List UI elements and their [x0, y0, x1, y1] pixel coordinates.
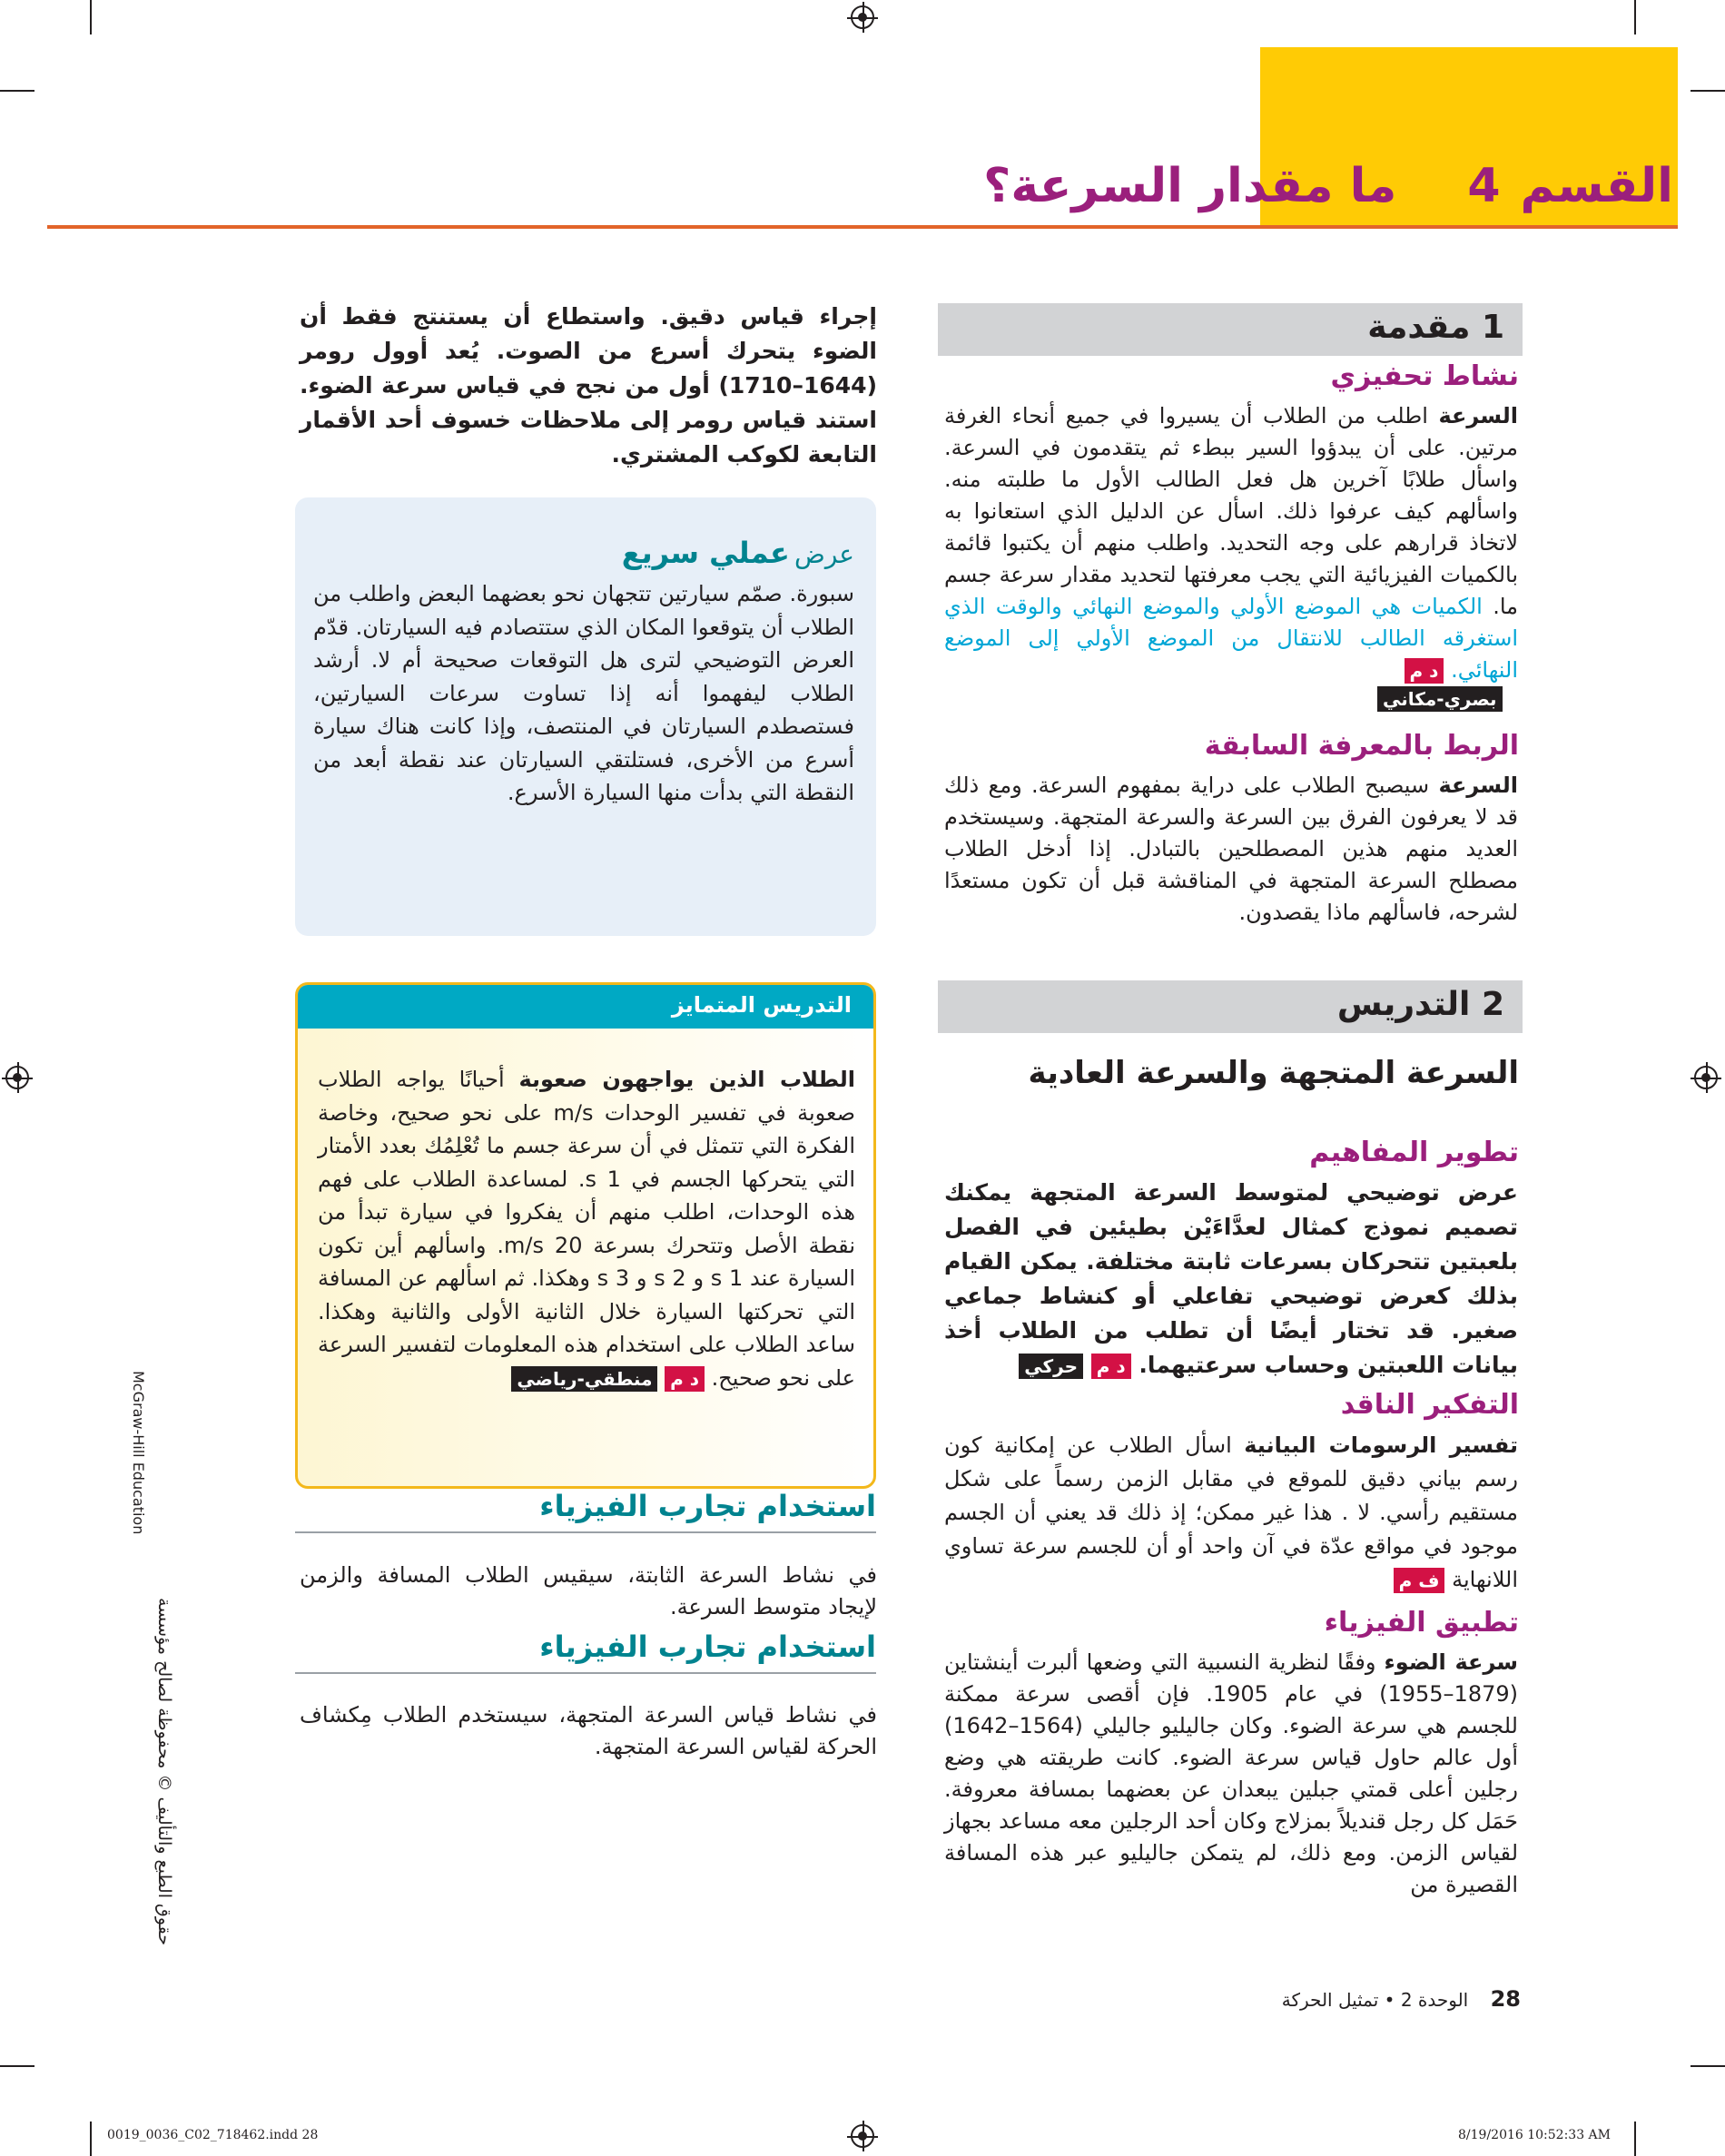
section-number: 4: [1467, 159, 1501, 213]
differentiated-style-tag: منطقي-رياضي: [511, 1366, 657, 1392]
registration-mark-icon: [851, 5, 874, 29]
concepts-level-tag: د م: [1091, 1354, 1131, 1379]
crop-mark: [1690, 2065, 1725, 2067]
continued-paragraph: [300, 300, 877, 472]
differentiated-level-tag: د م: [665, 1366, 705, 1392]
crop-mark: [1690, 90, 1725, 92]
critical-thinking-heading: التفكير الناقد: [1340, 1389, 1519, 1421]
motivation-lead: السرعة: [1438, 403, 1518, 428]
concepts-style-tag: حركي: [1019, 1354, 1083, 1379]
quick-demo-paragraph: [313, 577, 854, 810]
lab2-text: في نشاط قياس السرعة المتجهة، سيستخدم الطلاب مِكشاف الحركة لقياس السرعة المتجهة.: [300, 1702, 877, 1759]
critical-lead: تفسير الرسومات البيانية: [1244, 1432, 1519, 1458]
crop-mark: [90, 0, 92, 34]
registration-mark-icon: [5, 1066, 29, 1089]
header-rule: [47, 225, 1678, 229]
motivation-answer: الكميات هي الموضع الأولي والموضع النهائي والوقت الذي استغرقه الطالب للانتقال من الموضع الأولي إلى الموضع النهائي.: [944, 594, 1518, 683]
prior-lead: السرعة: [1438, 773, 1518, 798]
apply-lead: سرعة الضوء: [1384, 1649, 1518, 1675]
lab1-paragraph: [300, 1560, 877, 1623]
publisher-vertical: McGraw-Hill Education: [130, 1371, 147, 1535]
page-number: 28: [1490, 1986, 1521, 2012]
lab2-heading: استخدام تجارب الفيزياء: [539, 1629, 876, 1664]
crop-mark: [0, 2065, 34, 2067]
motivation-text: اطلب من الطلاب أن يسيروا في جميع أنحاء الغرفة مرتين. على أن يبدؤوا السير ببطء ثم يتقدمون في السرعة. واسأل طلابًا آخرين هل فعل الطالب الأول ما طلبته منه. واسألهم كيف عرفوا ذلك. اسأل عن الدليل الذي استعانوا به لاتخاذ قرارهم على وجه التحديد. واطلب منهم أن يكتبوا قائمة بالكميات الفيزيائية التي يجب معرفتها لتحديد مقدار سرعة جسم ما.: [944, 403, 1518, 619]
differentiated-paragraph: [318, 1063, 855, 1394]
differentiated-header: [298, 985, 873, 1029]
lab1-rule: [295, 1531, 876, 1533]
intro-bar: [938, 303, 1523, 356]
crop-mark: [90, 2122, 92, 2156]
lab2-paragraph: [300, 1699, 877, 1763]
quick-demo-heading-pre: عرض: [794, 539, 854, 569]
quick-demo-text: سبورة. صمّم سيارتين تتجهان نحو بعضهما البعض واطلب من الطلاب أن يتوقعوا المكان الذي ستتصادم فيه السيارتان. قدّم العرض التوضيحي لترى هل التوقعات صحيحة أم لا. أرشد الطلاب ليفهموا أنه إذا تساوت سرعات السيارتين، فستصطدم السيارتان في المنتصف، وإذا كانت هناك سيارة أسرع من الأخرى، فستلتقي السيارتان عند نقطة أبعد من النقطة التي بدأت منها السيارة الأسرع.: [313, 581, 854, 805]
quick-demo-heading-main: عملي سريع: [621, 536, 790, 570]
crop-mark: [1634, 2122, 1636, 2156]
page-footer: [1282, 1986, 1521, 2012]
crop-mark: [0, 90, 34, 92]
style-tag: بصري-مكاني: [1377, 686, 1503, 712]
differentiated-title: التدريس المتمايز: [671, 992, 852, 1018]
prior-knowledge-paragraph: [944, 770, 1518, 929]
apply-text: وفقًا لنظرية النسبية التي وضعها ألبرت أينشتاين (1879–1955) في عام 1905. فإن أقصى سرعة ممكنة للجسم هي سرعة الضوء. وكان جاليليو جاليلي (1564–1642) أول عالم حاول قياس سرعة الضوء. كانت طريقته هي وضع رجلين أعلى قمتي جبلين يبعدان عن بعضهما بمسافة معروفة. حَمَل كل رجل قنديلاً بمزلاج وكان أحد الرجلين معه مساعد بجهاز لقياس الزمن. ومع ذلك، لم يتمكن جاليليو عبر هذه المسافة القصيرة من: [944, 1649, 1518, 1897]
differentiated-box: [295, 982, 876, 1489]
prior-knowledge-heading: الربط بالمعرفة السابقة: [1204, 730, 1519, 762]
concepts-paragraph: [944, 1176, 1518, 1383]
section-label: القسم: [1520, 159, 1673, 213]
concepts-heading: تطوير المفاهيم: [1309, 1137, 1519, 1168]
section-question: ما مقدار السرعة؟: [983, 159, 1397, 213]
prior-text: سيصبح الطلاب على دراية بمفهوم السرعة. ومع ذلك قد لا يعرفون الفرق بين السرعة والسرعة المتجهة. وسيستخدم العديد منهم هذين المصطلحين بالتبادل. إذا أدخل الطلاب مصطلح السرعة المتجهة في المناقشة قبل أن تكون مستعدًا لشرحه، فاسألهم ماذا يقصدون.: [944, 773, 1518, 925]
critical-tag: ف م: [1394, 1568, 1445, 1593]
differentiated-text: أحيانًا يواجه الطلاب صعوبة في تفسير الوحدات m/s على نحو صحيح، وخاصة الفكرة التي تتمثل في أن سرعة جسم ما تُعْلِمُك بعدد الأمتار التي يتحركها الجسم في s 1. لمساعدة الطلاب على فهم هذه الوحدات، اطلب منهم أن يفكروا في سيارة تبدأ من نقطة الأصل وتتحرك بسرعة 20 m/s. واسألهم أين تكون السيارة عند s 1 و s 2 و s 3 وهكذا. ثم اسألهم عن المسافة التي تحركتها السيارة خلال الثانية الأولى والثانية وهكذا. ساعد الطلاب على استخدام هذه المعلومات لتفسير السرعة على نحو صحيح.: [318, 1067, 856, 1391]
motivation-paragraph: [944, 400, 1518, 686]
continued-text: إجراء قياس دقيق. واستطاع أن يستنتج فقط أن الضوء يتحرك أسرع من الصوت. يُعد أوول رومر (1644–1710) أول من نجح في قياس سرعة الضوء. استند قياس رومر إلى ملاحظات خسوف أحد الأقمار التابعة لكوكب المشتري.: [300, 303, 877, 468]
velocity-heading: السرعة المتجهة والسرعة العادية: [1028, 1055, 1519, 1091]
lab1-text: في نشاط السرعة الثابتة، سيقيس الطلاب المسافة والزمن لإيجاد متوسط السرعة.: [300, 1562, 877, 1619]
crop-mark: [1634, 0, 1636, 34]
apply-physics-paragraph: [944, 1647, 1518, 1901]
page-title: [983, 159, 1673, 231]
registration-mark-icon: [1694, 1066, 1718, 1089]
quick-demo-heading: [622, 536, 854, 570]
critical-thinking-paragraph: [944, 1429, 1518, 1597]
motivation-heading: نشاط تحفيزي: [1330, 360, 1519, 392]
teach-bar: [938, 980, 1523, 1033]
lab1-heading: استخدام تجارب الفيزياء: [539, 1489, 876, 1523]
critical-text: اسأل الطلاب عن إمكانية كون رسم بياني دقيق للموقع في مقابل الزمن رسماً على شكل مستقيم رأسي. لا . هذا غير ممكن؛ إذ ذلك قد يعني أن الجسم موجود في مواقع عدّة في آن واحد أو أن للجسم سرعة تساوي اللانهاية: [944, 1432, 1518, 1592]
intro-bar-title: 1 مقدمة: [1367, 309, 1504, 346]
lab2-rule: [295, 1672, 876, 1674]
concepts-text: عرض توضيحي لمتوسط السرعة المتجهة يمكنك تصميم نموذج كمثال لعدَّاءَيْن بطيئين في الفصل بلعبتين تتحركان بسرعات ثابتة مختلفة. يمكن القيام بذلك كعرض توضيحي تفاعلي أو كنشاط جماعي صغير. قد تختار أيضًا أن تطلب من الطلاب أخذ بيانات اللعبتين وحساب سرعتيهما.: [944, 1179, 1518, 1378]
style-tag-wrap: [1377, 686, 1503, 712]
unit-label: الوحدة 2 • تمثيل الحركة: [1281, 1989, 1469, 2011]
differentiated-lead: الطلاب الذين يواجهون صعوبة: [518, 1067, 856, 1092]
level-tag: د م: [1405, 658, 1444, 684]
slug-datetime: 8/19/2016 10:52:33 AM: [1458, 2128, 1612, 2142]
quick-demo-box: [295, 497, 876, 936]
teach-bar-title: 2 التدريس: [1336, 986, 1504, 1023]
registration-mark-icon: [851, 2124, 874, 2148]
copyright-vertical: حقوق الطبع والتأليف © محفوظة لصالح مؤسسة: [154, 1598, 174, 1945]
slug-file: 0019_0036_C02_718462.indd 28: [107, 2128, 319, 2142]
apply-physics-heading: تطبيق الفيزياء: [1324, 1607, 1519, 1639]
